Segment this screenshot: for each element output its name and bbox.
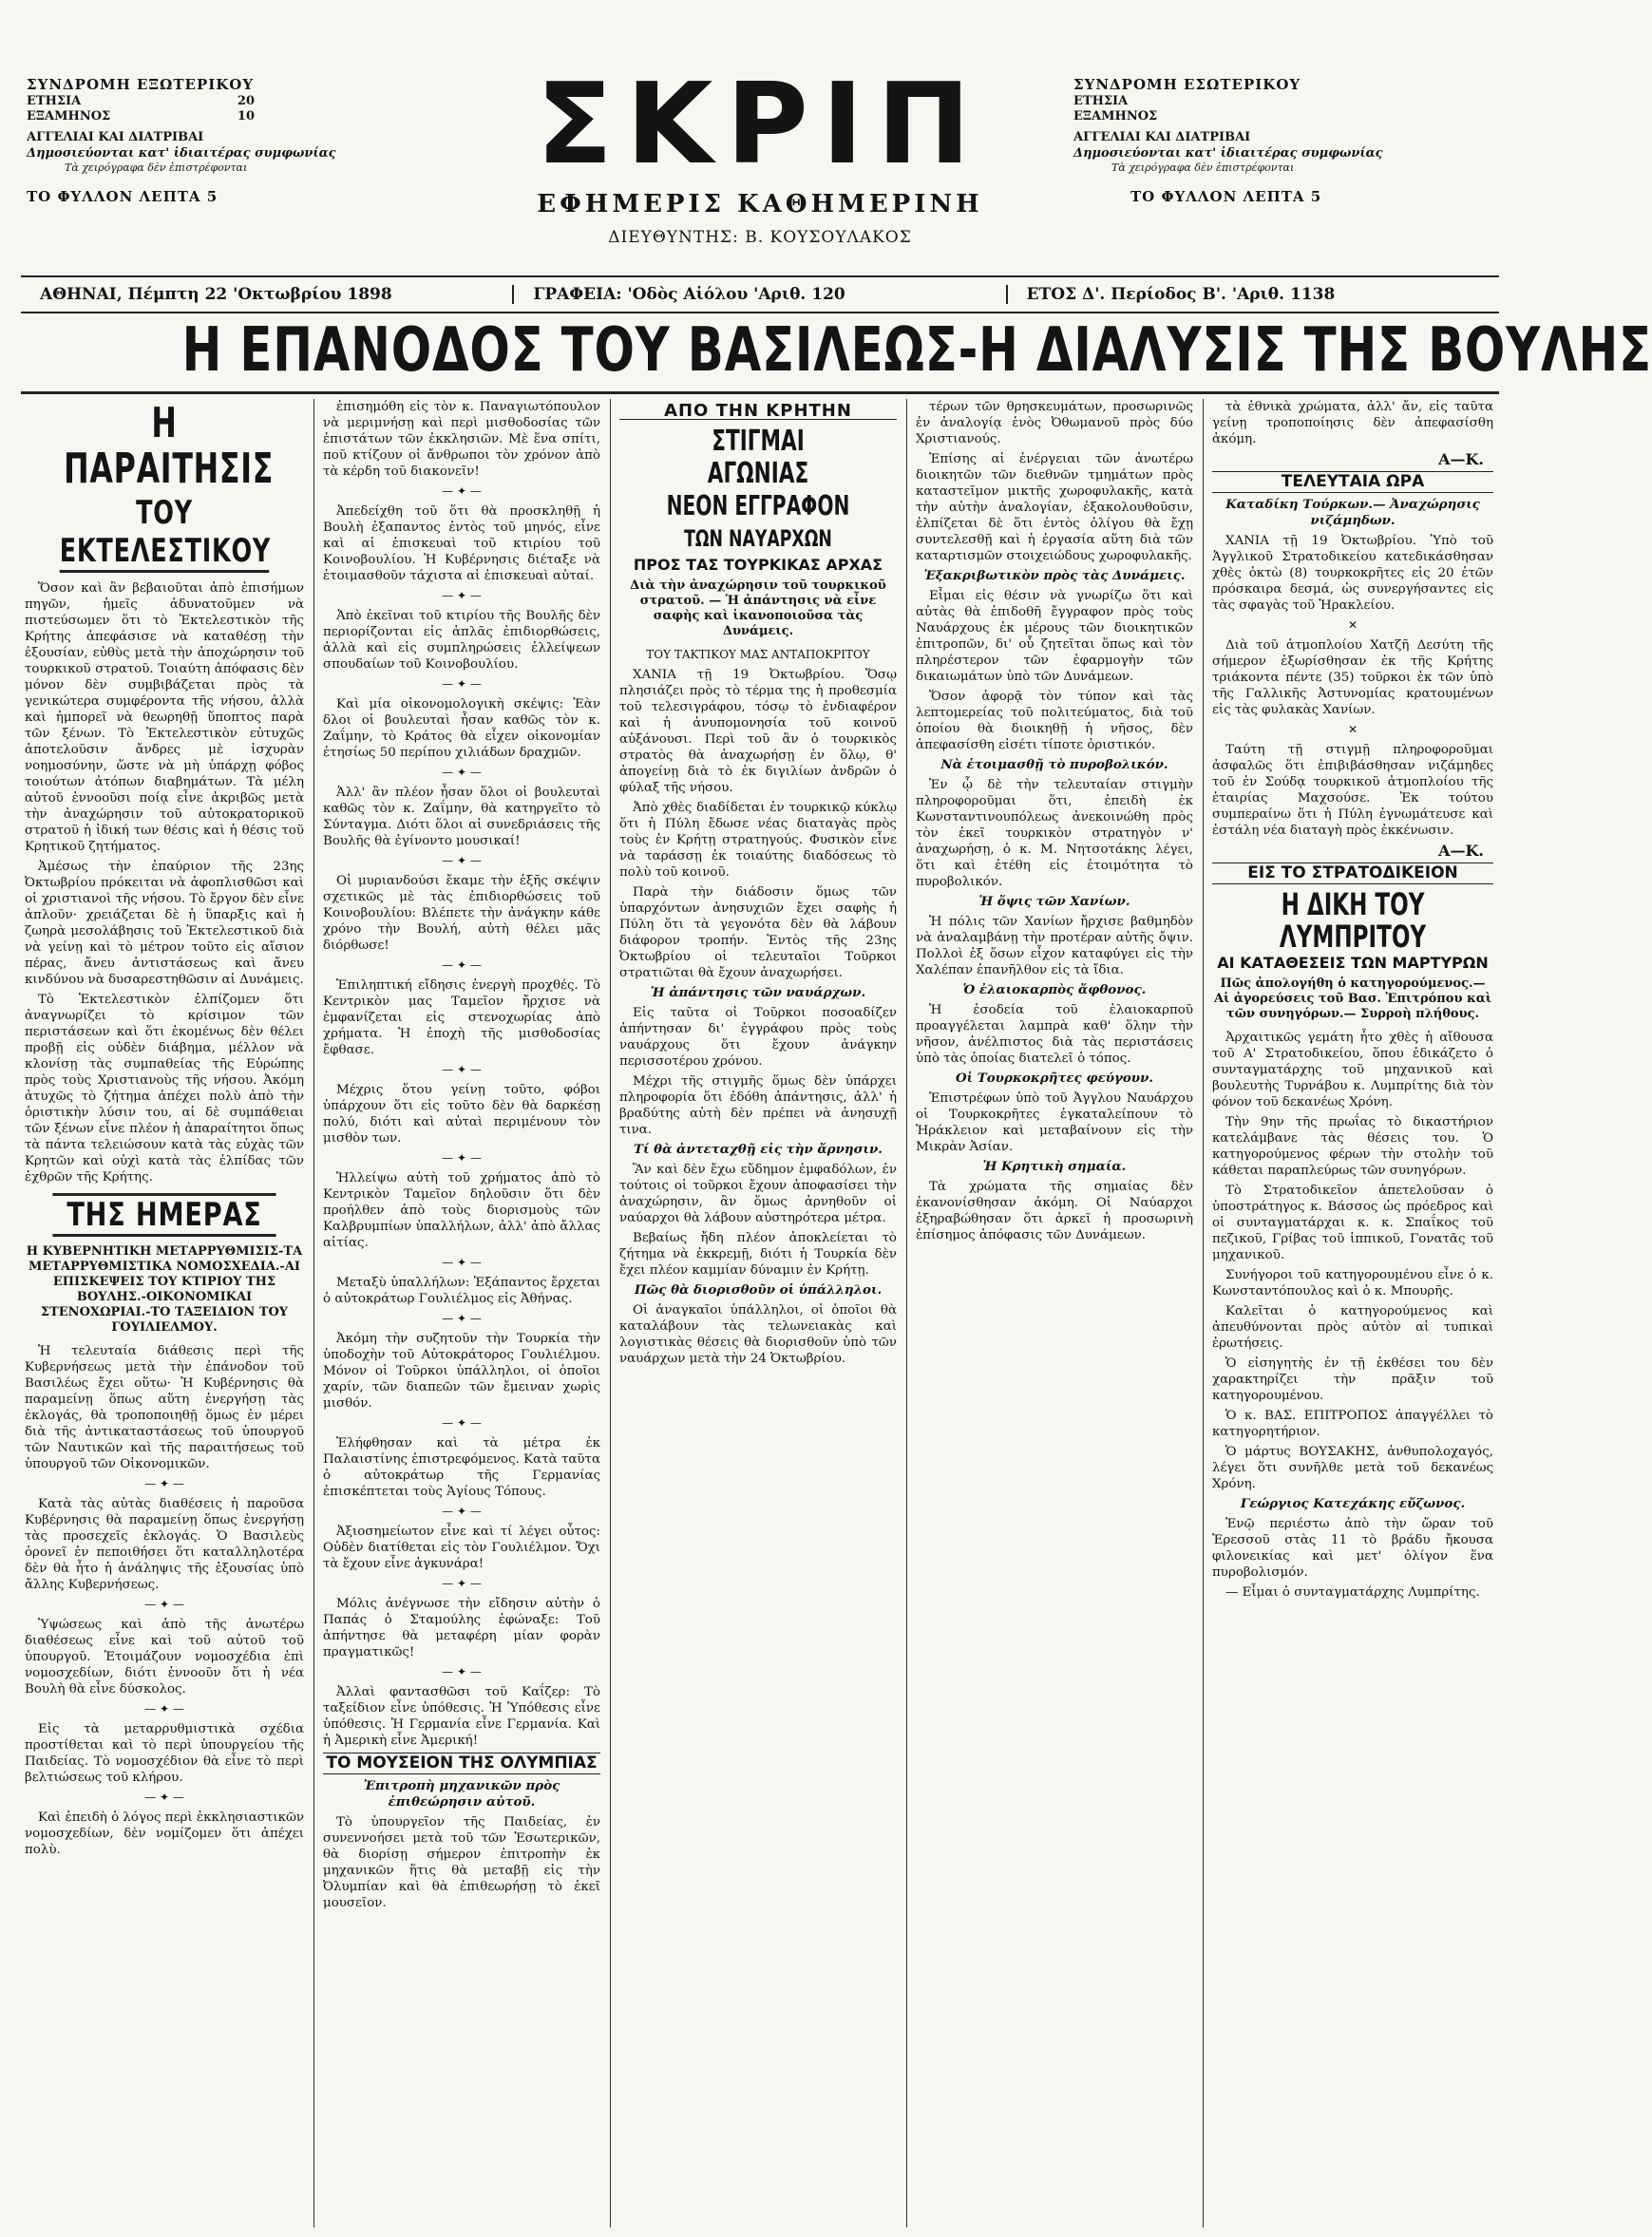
article-paragraph: Οἱ ἀναγκαῖοι ὑπάλληλοι, οἱ ὁποῖοι θὰ καταλάβουν τὰς τελωνειακὰς καὶ λογιστικὰς θέσεις θὰ διορισθοῦν ὑπὸ τῶν ναυάρχων μετὰ τὴν 24 Ὀκτωβρίου. bbox=[619, 1303, 897, 1366]
issue-price: ΤΟ ΦΥΛΛΟΝ ΛΕΠΤΑ 5 bbox=[1130, 187, 1322, 205]
subheading: Ὁ ἐλαιοκαρπὸς ἄφθονος. bbox=[962, 982, 1147, 997]
separator: — ✦ — bbox=[442, 589, 482, 602]
article-paragraph: — Εἶμαι ὁ συνταγματάρχης Λυμπρίτης. bbox=[1225, 1585, 1480, 1600]
article-paragraph: Ταύτη τῇ στιγμῇ πληροφοροῦμαι ἀσφαλῶς ὅτι ἐπιβιβάσθησαν νιζάμηδες τοῦ ἐν Σούδᾳ τουρκικοῦ ἀτμοπλοίου τῆς ἑταιρίας Μαχσούσε. Ἐκ τούτου συμπεραίνω ὅτι ἡ Πύλη ἐγνωμάτευσε καὶ ἐστάλη νέα διαταγὴ πρὸς ἐκκένωσιν. bbox=[1212, 743, 1493, 838]
subscription-foreign-title: ΣΥΝΔΡΟΜΗ ΕΞΩΤΕΡΙΚΟΥ bbox=[27, 76, 255, 93]
author-signature: Α—Κ. bbox=[1438, 842, 1484, 860]
article-title-line4: ΠΡΟΣ ΤΑΣ ΤΟΥΡΚΙΚΑΣ ΑΡΧΑΣ bbox=[633, 556, 883, 574]
article-paragraph: Οἱ μυριανδούσι ἔκαμε τὴν ἐξῆς σκέψιν σχετικῶς μὲ τὰς ἐπιδιορθώσεις τοῦ Κοινοβουλίου: Βλέπετε τὴν ἀνάγκην κάθε χρόνο τὴν Βουλή, αὐτὴ θέλει μᾶς διόρθωσε! bbox=[323, 874, 600, 953]
article-title: Η ΔΙΚΗ ΤΟΥ ΛΥΜΠΡΙΤΟΥ bbox=[1279, 886, 1427, 955]
separator: — ✦ — bbox=[442, 1312, 482, 1325]
column-1 bbox=[25, 399, 304, 2228]
article-paragraph: Ἐνῷ περιέστω ἀπὸ τὴν ὥραν τοῦ Ἐρεσσοῦ στὰς 11 τὸ βράδυ ἤκουσα φιλονεικίας καὶ μετ' ὀλίγον ἕνα πυροβολισμόν. bbox=[1212, 1517, 1493, 1580]
article-paragraph: Ἀμέσως τὴν ἐπαύριον τῆς 23ης Ὀκτωβρίου πρόκειται νὰ ἀφοπλισθῶσι καὶ οἱ χριστιανοὶ τῆς νήσου. Τὸ ἔργον δὲν εἶνε ἁπλοῦν· χρειάζεται δὲ ἡ ὕπαρξις καὶ ἡ ζωηρὰ μεσολάβησις τοῦ Ἐκτελεστικοῦ διὰ νὰ γείνῃ καὶ τὸ μέτρον τοῦτο εἰς αἴσιον πέρας, ἄνευ ἀντιστάσεως καὶ ἄνευ κινδύνου νὰ δυσαρεστηθῶσιν αἱ Δυνάμεις. bbox=[25, 860, 304, 987]
subheading: Ἐξακριβωτικὸν πρὸς τὰς Δυνάμεις. bbox=[923, 568, 1186, 583]
column-3 bbox=[619, 399, 897, 2228]
separator: ✕ bbox=[1347, 618, 1358, 632]
article-paragraph: Καλεῖται ὁ κατηγορούμενος καὶ ἀπευθύνονται πρὸς αὐτὸν αἱ τυπικαὶ ἐρωτήσεις. bbox=[1212, 1304, 1493, 1351]
section-title: ΤΕΛΕΥΤΑΙΑ ΩΡΑ bbox=[1212, 471, 1493, 493]
headline-rule bbox=[21, 391, 1499, 394]
section-lead: Η ΚΥΒΕΡΝΗΤΙΚΗ ΜΕΤΑΡΡΥΘΜΙΣΙΣ-ΤΑ ΜΕΤΑΡΡΥΘΜΙΣΤΙΚΑ ΝΟΜΟΣΧΕΔΙΑ.-ΑΙ ΕΠΙΣΚΕΨΕΙΣ ΤΟΥ ΚΤΙΡΙΟΥ ΤΗΣ ΒΟΥΛΗΣ.-ΟΙΚΟΝΟΜΙΚΑΙ ΣΤΕΝΟΧΩΡΙΑΙ.-ΤΟ ΤΑΞΕΙΔΙΟΝ ΤΟΥ ΓΟΥΙΛΙΕΛΜΟΥ. bbox=[26, 1244, 303, 1335]
column-5 bbox=[1212, 399, 1493, 2228]
article-paragraph: Ὁ εἰσηγητὴς ἐν τῇ ἐκθέσει του δὲν χαρακτηρίζει τὴν πρᾶξιν τοῦ κατηγορουμένου. bbox=[1212, 1356, 1493, 1403]
section-subtitle: Ἐπιτροπὴ μηχανικῶν πρὸς ἐπιθεώρησιν αὐτοῦ. bbox=[363, 1778, 560, 1810]
article-paragraph: Συνήγοροι τοῦ κατηγορουμένου εἶνε ὁ κ. Κωνσταντόπουλος καὶ ὁ κ. Μπουρῆς. bbox=[1212, 1268, 1493, 1299]
article-paragraph: Ἀπὸ ἐκεῖναι τοῦ κτιρίου τῆς Βουλῆς δὲν περιορίζονται εἰς ἁπλᾶς ἐπιδιορθώσεις, ἀλλὰ καὶ εἰς συμπληρώσεις ἐλλείψεων σπουδαίων τοῦ Κοινοβουλίου. bbox=[323, 609, 600, 672]
subscription-domestic-title: ΣΥΝΔΡΟΜΗ ΕΣΩΤΕΡΙΚΟΥ bbox=[1073, 76, 1301, 93]
subheading: Τί θὰ ἀντεταχθῇ εἰς τὴν ἄρνησιν. bbox=[634, 1142, 883, 1157]
subheading: Οἱ Τουρκοκρῆτες φεύγουν. bbox=[955, 1071, 1154, 1086]
subheading: Ἡ ὄψις τῶν Χανίων. bbox=[978, 894, 1130, 909]
office-address: ΓΡΑΦΕΙΑ: 'Οδὸς Αἰόλου 'Αριθ. 120 bbox=[512, 285, 1005, 304]
column-divider bbox=[313, 399, 314, 2228]
article-paragraph: Ἂν καὶ δὲν ἔχω εὔδημον ἐμφαδόλων, ἐν τούτοις οἱ τοῦρκοι ἔχουν ἀποφασίσει τὴν ἀναχώρησιν, ἂν ὅμως ἀρνηθοῦν οἱ ναύαρχοι θὰ λάβουν αὐστηρότερα μέτρα. bbox=[619, 1163, 897, 1225]
column-2 bbox=[323, 399, 600, 2228]
article-paragraph: Τὴν 9ην τῆς πρωΐας τὸ δικαστήριον κατελάμβανε τὰς θέσεις του. Ὁ κατηγορούμενος φέρων τὴν στολὴν τοῦ κάθεται παραπλεύρως τῶν συνηγόρων. bbox=[1212, 1115, 1493, 1178]
article-paragraph: Κατὰ τὰς αὐτὰς διαθέσεις ἡ παροῦσα Κυβέρνησις θὰ παραμείνῃ ὅπως ἐνεργήσῃ τὰς προσεχεῖς ἐκλογάς. Ὁ Βασιλεὺς ὁρονεῖ ἐν πεποιθήσει ὅτι καταλληλοτέρα δὲν θὰ ἦτο ἡ ἀνάληψις τῆς ἐξουσίας ὑπὸ ἄλλης Κυβερνήσεως. bbox=[25, 1497, 304, 1592]
separator: — ✦ — bbox=[442, 1416, 482, 1430]
article-paragraph: Μεταξὺ ὑπαλλήλων: Ἐξάπαντος ἔρχεται ὁ αὐτοκράτωρ Γουλιέλμος εἰς Ἀθήνας. bbox=[323, 1276, 600, 1306]
director-line: ΔΙΕΥΘΥΝΤΗΣ: Β. ΚΟΥΣΟΥΛΑΚΟΣ bbox=[608, 228, 912, 247]
article-paragraph: ἐπισημόθη εἰς τὸν κ. Παναγιωτόπουλον νὰ μεριμνήσῃ καὶ περὶ μισθοδοσίας τῶν ἐπιστάτων τῶν ἐκκλησιῶν. Μὲ ἕνα σπίτι, ποῦ κτίζουν οἱ ἄνθρωποι τὸν χρόνον ἀπὸ τὰ κέρδη τοῦ διακονεῖν! bbox=[323, 400, 600, 479]
article-paragraph: Καὶ ἐπειδὴ ὁ λόγος περὶ ἐκκλησιαστικῶν νομοσχεδίων, δὲν νομίζομεν ὅτι ἀπέχει πολὺ. bbox=[25, 1810, 304, 1857]
article-paragraph: Εἶμαι εἰς θέσιν νὰ γνωρίζω ὅτι καὶ αὐτὰς θὰ ἐπιδοθῆ ἔγγραφον πρὸς τοὺς Ναυάρχους ἐκ μέρους τῶν διοικητικῶν ἐπιτροπῶν, δι' οὗ ζητεῖται ὅπως καὶ τὸν πληρέστερον τῶν ἐφαρμογὴν τῶν δικαιωμάτων ὑπὸ τῶν Δυνάμεων. bbox=[916, 589, 1193, 684]
section-label: ΑΠΟ ΤΗΝ ΚΡΗΤΗΝ bbox=[619, 403, 897, 420]
separator: — ✦ — bbox=[442, 854, 482, 867]
subheading: Ἡ ἀπάντησις τῶν ναυάρχων. bbox=[650, 985, 866, 1000]
article-paragraph: Ἡ πόλις τῶν Χανίων ἤρχισε βαθμηδὸν νὰ ἀναλαμβάνῃ τὴν προτέραν αὐτῆς ὄψιν. Πολλοὶ ἐξ ὅσων εἶχον καταφύγει εἰς τὴν Χαλέπαν ἐπανῆλθον εἰς τὰ ἴδια. bbox=[916, 915, 1193, 977]
separator: — ✦ — bbox=[442, 766, 482, 779]
separator: — ✦ — bbox=[442, 958, 482, 972]
article-paragraph: Διὰ τοῦ ἀτμοπλοίου Χατζῆ Δεσύτη τῆς σήμερον ἐξωρίσθησαν ἐκ τῆς Κρήτης τριάκοντα πέντε (35) τοῦρκοι ἐκ τῶν ὑπὸ τῆς Γαλλικῆς Ἀστυνομίας κρατουμένων εἰς τὰς φυλακὰς Χανίων. bbox=[1212, 638, 1493, 717]
article-paragraph: Ἀρχαιτικῶς γεμάτη ἦτο χθὲς ἡ αἴθουσα τοῦ Α' Στρατοδικείου, ὅπου ἐδικάζετο ὁ συνταγματάρχης τοῦ μηχανικοῦ καὶ βουλευτὴς Τυρνάβου κ. Λυμπρίτης διὰ τὸν φόνον τοῦ δεκανέως Χρόνη. bbox=[1212, 1031, 1493, 1109]
ads-note: ΑΓΓΕΛΙΑΙ ΚΑΙ ΔΙΑΤΡΙΒΑΙ bbox=[27, 130, 204, 145]
article-paragraph: Ἀλλ' ἂν πλέον ἦσαν ὅλοι οἱ βουλευταὶ καθῶς τὸν κ. Ζαΐμην, θὰ κατηργεῖτο τὸ Σύνταγμα. Διότι ὅλοι αἱ συνεδριάσεις τῆς Βουλῆς θὰ ἐγίνοντο μουσικαί! bbox=[323, 786, 600, 848]
article-paragraph: Εἰς ταῦτα οἱ Τοῦρκοι ποσοαδίζεν ἀπήντησαν δι' ἐγγράφου πρὸς τοὺς ναυάρχους ὅτι ἔχουν ἀνάγκην περισσοτέρου χρόνου. bbox=[619, 1006, 897, 1069]
article-paragraph: Ἀπὸ χθὲς διαδίδεται ἐν τουρκικῷ κύκλῳ ὅτι ἡ Πύλη ἔδωσε νέας διαταγὰς πρὸς τοὺς ἐν Κρήτῃ στρατηγούς. Φυσικὸν εἶνε νὰ ταράσσῃ ἐκ τοιαύτης διαδόσεως τὸ πολὺ τοῦ κοινοῦ. bbox=[619, 801, 897, 880]
separator: ✕ bbox=[1347, 723, 1358, 736]
section-subtitle: Καταδίκη Τούρκων.— Ἀναχώρησις νιζάμηδων. bbox=[1225, 497, 1480, 528]
article-paragraph: Ἐν ᾧ δὲ τὴν τελευταίαν στιγμὴν πληροφοροῦμαι ὅτι, ἐπειδὴ ἐκ Κωνσταντινουπόλεως ἀνεκοινώθη πρὸς τὸν ἐκεῖ τουρκικὸν στρατηγὸν ν' ἀναχωρήσῃ, ὁ κ. Μ. Νητσοτάκης λέγει, ὅτι καὶ ἐτέθη εἰς ἑτοιμότητα τὸ πυροβολικόν. bbox=[916, 778, 1193, 889]
column-divider bbox=[906, 399, 907, 2228]
separator: — ✦ — bbox=[442, 1063, 482, 1076]
author-signature: Α—Κ. bbox=[1438, 450, 1484, 468]
separator: — ✦ — bbox=[442, 1256, 482, 1269]
separator: — ✦ — bbox=[442, 1665, 482, 1678]
article-lead: Πῶς ἀπολογήθη ὁ κατηγορούμενος.— Αἱ ἀγορεύσεις τοῦ Βασ. Ἐπιτρόπου καὶ τῶν συνηγόρων.— Συρροὴ πλήθους. bbox=[1213, 976, 1492, 1021]
main-headline: Η ΕΠΑΝΟΔΟΣ ΤΟΥ ΒΑΣΙΛΕΩΣ-Η ΔΙΑΛΥΣΙΣ ΤΗΣ ΒΟΥΛΗΣ bbox=[181, 315, 1652, 386]
article-title-line2: ΤΟΥ ΕΚΤΕΛΕΣΤΙΚΟΥ bbox=[60, 494, 270, 573]
article-paragraph: Τὸ Στρατοδικεῖον ἀπετελοῦσαν ὁ ὑποστράτηγος κ. Βάσσος ὡς πρόεδρος καὶ οἱ συνταγματάρχαι κ. κ. Σπαΐκος τοῦ πεζικοῦ, Γρίβας τοῦ ἱππικοῦ, Γονατᾶς τοῦ μηχανικοῦ. bbox=[1212, 1184, 1493, 1262]
separator: — ✦ — bbox=[442, 484, 482, 498]
subscription-row: ΕΞΑΜΗΝΟΣ 10 bbox=[27, 109, 255, 123]
manuscripts-note: Τὰ χειρόγραφα δὲν ἐπιστρέφονται bbox=[65, 161, 248, 174]
article-paragraph: Ἠ τελευταία διάθεσις περὶ τῆς Κυβερνήσεως μετὰ τὴν ἐπάνοδον τοῦ Βασιλέως ἔχει οὕτω· Ἡ Κυβέρνησις θὰ παραμείνῃ ὅπως αὕτη ἐνεργήσῃ τὰς ἐκλογάς, θὰ τροποποιηθῇ ὅμως ἐν μέρει διὰ τῆς ἀντικαταστάσεως τοῦ ὑπουργοῦ τῶν Ναυτικῶν καὶ τῆς παραιτήσεως τοῦ ὑπουργοῦ τῶν Οἰκονομικῶν. bbox=[25, 1344, 304, 1471]
article-paragraph: Εἰς τὰ μεταρρυθμιστικὰ σχέδια προστίθεται καὶ τὸ περὶ ὑπουργείου τῆς Παιδείας. Τὸ νομοσχέδιον θὰ εἶνε τὸ περὶ βελτιώσεως τοῦ κλήρου. bbox=[25, 1722, 304, 1785]
separator: — ✦ — bbox=[144, 1791, 184, 1804]
subheading: Πῶς θὰ διορισθοῦν οἱ ὑπάλληλοι. bbox=[634, 1282, 883, 1298]
article-paragraph: τέρων τῶν θρησκευμάτων, προσωρινῶς ἐν ἀναλογίᾳ ἑνὸς Ὀθωμανοῦ πρὸς δύο Χριστιανούς. bbox=[916, 400, 1193, 446]
subscription-row: ΕΤΗΣΙΑ 20 bbox=[27, 93, 255, 108]
newspaper-logo: ΣΚΡΙΠ bbox=[536, 58, 984, 189]
article-paragraph: Καὶ μία οἰκονομολογικὴ σκέψις: Ἐὰν δλοι οἱ βουλευταὶ ἦσαν καθῶς τὸν κ. Ζαΐμην, τὸ Κράτος θὰ εἶχεν οἰκονομίαν ἐτησίως 50 περίπου χιλιάδων δραχμῶν. bbox=[323, 697, 600, 760]
article-paragraph: Παρὰ τὴν διάδοσιν ὅμως τῶν ὑπαρχόντων ἀνησυχιῶν ἔχει σαφὴς ἡ Πύλη ὅτι τὰ γεγονότα δὲν θὰ λάβουν διάφορον τροπήν. Ἐντὸς τῆς 23ης Ὀκτωβρίου οἱ τελευταῖοι Τοῦρκοι στρατιῶται θὰ ἔχουν ἀναχωρήσει. bbox=[619, 885, 897, 980]
separator: — ✦ — bbox=[442, 1505, 482, 1518]
column-divider bbox=[1203, 399, 1204, 2228]
article-paragraph: Ἀξιοσημείωτον εἶνε καὶ τί λέγει οὗτος: Οὐδὲν διατίθεται εἰς τὸν Γουλιέλμον. Ὄχι τὰ ἔχουν εἶνε ἀγκυνάρα! bbox=[323, 1525, 600, 1571]
ads-terms: Δημοσιεύονται κατ' ἰδιαιτέρας συμφωνίας bbox=[1073, 145, 1383, 161]
article-paragraph: Τὰ χρώματα τῆς σημαίας δὲν ἐκανονίσθησαν ἀκόμη. Οἱ Ναύαρχοι ἐξηραβώθησαν ὅτι ἀρκεῖ ἡ προσωρινὴ ἐπίσημος ἀπόφασις τῶν Δυνάμεων. bbox=[916, 1180, 1193, 1242]
issue-date: ΑΘΗΝΑΙ, Πέμπτη 22 'Οκτωβρίου 1898 bbox=[40, 285, 392, 304]
article-paragraph: Ὁ κ. ΒΑΣ. ΕΠΙΤΡΟΠΟΣ ἀπαγγέλλει τὸ κατηγορητήριον. bbox=[1212, 1409, 1493, 1439]
article-paragraph: Ἐλήφθησαν καὶ τὰ μέτρα ἐκ Παλαιστίνης ἐπιστρεφόμενος. Κατὰ ταῦτα ὁ αὐτοκράτωρ τῆς Γερμανίας ἐπισκέπτεται τοὺς Ἁγίους Τόπους. bbox=[323, 1436, 600, 1499]
article-paragraph: Ὑψώσεως καὶ ἀπὸ τῆς ἀνωτέρω διαθέσεως εἶνε καὶ τοῦ αὐτοῦ τοῦ ὑπουργοῦ. Ἐτοιμάζουν νομοσχέδια ἐπὶ νομοσχεδίων, διότι ἐννοοῦν ὅτι ἡ νέα Βουλὴ θὰ εἶνε δύσκολος. bbox=[25, 1618, 304, 1697]
article-paragraph: Ἡ ἐσοδεία τοῦ ἐλαιοκαρποῦ προαγγέλεται λαμπρὰ καθ' ὅλην τὴν νῆσον, ἀνέλπιστος διὰ τὰς περιστάσεις ὑπὸ τὰς ὁποίας διατελεῖ ὁ τόπος. bbox=[916, 1003, 1193, 1066]
column-4 bbox=[916, 399, 1193, 2228]
newspaper-subtitle: ΕΦΗΜΕΡΙΣ ΚΑΘΗΜΕΡΙΝΗ bbox=[537, 190, 983, 218]
ads-note: ΑΓΓΕΛΙΑΙ ΚΑΙ ΔΙΑΤΡΙΒΑΙ bbox=[1073, 130, 1251, 145]
article-paragraph: Ἀκόμη τὴν συζητοῦν τὴν Τουρκία τὴν ὑποδοχὴν τοῦ Αὐτοκράτορος Γουλιέλμου. Μόνον οἱ Τοῦρκοι ὑπάλληλοι, οἱ ὁποῖοι χαρίν, τῶν διαπεῶν τῶν ἔμειναν χωρὶς μισθόν. bbox=[323, 1332, 600, 1411]
ads-terms: Δημοσιεύονται κατ' ἰδιαιτέρας συμφωνίας bbox=[27, 145, 336, 161]
article-paragraph: ΧΑΝΙΑ τῇ 19 Ὀκτωβρίου. Ὑπὸ τοῦ Ἀγγλικοῦ Στρατοδικείου κατεδικάσθησαν χθὲς ὀκτὼ (8) τουρκοκρῆτες εἰς 20 ἐτῶν πρόσκαιρα δεσμά, ὡς συνεργήσαντες εἰς τὰς σφαγὰς τοῦ Ἡρακλείου. bbox=[1212, 534, 1493, 613]
section-label: ΕΙΣ ΤΟ ΣΤΡΑΤΟΔΙΚΕΙΟΝ bbox=[1212, 863, 1493, 884]
article-title-line3: ΤΩΝ ΝΑΥΑΡΧΩΝ bbox=[684, 525, 832, 552]
article-paragraph: Τὸ Ἐκτελεστικὸν ἐλπίζομεν ὅτι ἀναγνωρίζει τὸ κρίσιμον τῶν περιστάσεων καὶ ὅτι ἐκομένως δὲν θέλει προβῇ εἰς οὐδὲν διάβημα, μέλλον νὰ κλονίσῃ τὰς συμπαθείας τῆς Εὐρώπης πρὸς τοὺς Χριστιανοὺς τῆς νήσου. Ἀκόμη ἀτυχῶς τὸ ζήτημα ἀπέχει πολὺ ἀπὸ τὴν ὁριστικὴν λύσιν του, αἱ δὲ συμπάθειαι τῶν ξένων εἶνε πλέον ἡ ἀπαραίτητοι ὅπως τὰ πάντα τελειώσουν κατὰ τὰς εὐχὰς τῶν Κρητῶν καὶ οὐχὶ κατὰ τὰς ἐλπίδας τῶν ἐχθρῶν τῆς Κρήτης. bbox=[25, 993, 304, 1185]
separator: — ✦ — bbox=[442, 1151, 482, 1165]
article-paragraph: Ἀπεδείχθη τοῦ ὅτι θὰ προσκληθῇ ἡ Βουλὴ ἐξαπαντος ἐντὸς τοῦ μηνός, εἶνε καὶ αἱ ἐπισκευαὶ τοῦ κτιρίου τοῦ Κοινοβουλίου. Ἡ Κυβέρνησις διέταξε νὰ ἑτοιμασθοῦν τάχιστα αἱ ἐπισκευαὶ αὐταί. bbox=[323, 504, 600, 583]
separator: — ✦ — bbox=[144, 1702, 184, 1716]
article-paragraph: Μέχρι τῆς στιγμῆς ὅμως δὲν ὑπάρχει πληροφορία ὅτι ἐδόθη ἀπάντησις, ἀλλ' ἡ βραδύτης αὐτὴ δὲν πρέπει νὰ ἀνησυχῇ τινα. bbox=[619, 1074, 897, 1137]
correspondent-line: ΤΟΥ ΤΑΚΤΙΚΟΥ ΜΑΣ ΑΝΤΑΠΟΚΡΙΤΟΥ bbox=[646, 648, 870, 661]
article-title: ΣΤΙΓΜΑΙ ΑΓΩΝΙΑΣ bbox=[707, 425, 809, 490]
subheading: Ἡ Κρητικὴ σημαία. bbox=[982, 1159, 1127, 1174]
article-paragraph: ΧΑΝΙΑ τῇ 19 Ὀκτωβρίου. Ὅσῳ πλησιάζει πρὸς τὸ τέρμα της ἡ προθεσμία τοῦ τελεσιγράφου, τόσῳ τὸ ἐνδιαφέρον καὶ ἡ ἀνυπομονησία τοῦ κοινοῦ αὐξάνουσι. Περὶ τοῦ ἂν ὁ τουρκικὸς στρατὸς θὰ ἀναχωρήσῃ ἐν ὅλῳ, θ' ἀπογείνῃ διὰ τὸ ἐκ διγιλίων ἀνδρῶν ὁ φύλαξ τῆς νήσου. bbox=[619, 668, 897, 795]
article-paragraph: Ἀλλαὶ φαντασθῶσι τοῦ Καΐζερ: Τὸ ταξείδιον εἶνε ὑπόθεσις. Ἡ Ὑπόθεσις εἶνε ὑπόθεσις. Ἡ Γερμανία εἶνε Γερμανία. Καὶ ἡ Ἀμερικὴ εἶνε Ἀμερική! bbox=[323, 1685, 600, 1748]
article-paragraph: τὰ ἐθνικὰ χρώματα, ἀλλ' ἄν, εἰς ταῦτα γείνῃ τροποποίησις δὲν ἀπεφασίσθη ἀκόμη. bbox=[1212, 400, 1493, 446]
article-title-line2: ΝΕΟΝ ΕΓΓΡΑΦΟΝ bbox=[666, 490, 850, 521]
section-title: ΤΗΣ ΗΜΕΡΑΣ bbox=[52, 1193, 275, 1237]
article-paragraph: Ὅσον καὶ ἂν βεβαιοῦται ἀπὸ ἐπισήμων πηγῶν, ἡμεῖς ἀδυνατοῦμεν νὰ πιστεύσωμεν ὅτι τὸ Ἐκτελεστικὸν τῆς Κρήτης ἀπεφάσισε νὰ καταθέσῃ τὴν ἐξουσίαν, εὐθὺς μετὰ τὴν ἀποχώρησιν τοῦ τουρκικοῦ στρατοῦ. Τοιαύτη ἀπόφασις δὲν μόνον δὲν συμβιβάζεται πρὸς τὰ γενικώτερα συμφέροντα τῆς νήσου, ἀλλὰ καὶ ἠμπορεῖ νὰ θεωρηθῇ ὕποπτος παρὰ τῶν ξένων. Τὸ Ἐκτελεστικὸν εὐτυχῶς ἀποτελοῦσιν ἄνδρες μὲ ἰσχυρὰν νοημοσύνην, ὥστε νὰ μὴ ὑπάρχῃ φόβος τοιούτων ἀτόπων διαβημάτων. Τὰ μέλη αὐτοῦ ἐννοοῦσι ποίᾳ εἶνε ἀκριβῶς μετὰ τὴν ἀναχώρησιν τοῦ αὐτοκρατορικοῦ στρατοῦ ἡ ἰδική των θέσις καὶ ἡ θέσις τοῦ Κρητικοῦ ζητήματος. bbox=[25, 581, 304, 854]
article-paragraph: Ὅσον ἀφορᾷ τὸν τύπον καὶ τὰς λεπτομερείας τοῦ πολιτεύματος, διὰ τοῦ ὁποίου θὰ διοικηθῇ ἡ νῆσος, δὲν ἀπεφασίσθη εἰσέτι τίποτε ὁριστικόν. bbox=[916, 690, 1193, 752]
article-paragraph: Τὸ ὑπουργεῖον τῆς Παιδείας, ἐν συνεννοήσει μετὰ τοῦ τῶν Ἐσωτερικῶν, θὰ διορίσῃ σήμερον ἐπιτροπὴν ἐκ μηχανικῶν ἥτις θὰ μεταβῇ εἰς τὴν Ὀλυμπίαν καὶ θὰ ἐπιθεωρήσῃ τὸ ἐκεῖ μουσεῖον. bbox=[323, 1815, 600, 1910]
subscription-foreign-block bbox=[27, 76, 369, 205]
article-subtitle: ΑΙ ΚΑΤΑΘΕΣΕΙΣ ΤΩΝ ΜΑΡΤΥΡΩΝ bbox=[1217, 954, 1489, 972]
dateline-bar bbox=[21, 275, 1499, 313]
article-lead: Διὰ τὴν ἀναχώρησιν τοῦ τουρκικοῦ στρατοῦ. — Ἡ ἀπάντησις νὰ εἶνε σαφὴς καὶ ἱκανοποιοῦσα τὰς Δυνάμεις. bbox=[630, 578, 886, 638]
subscription-domestic-block bbox=[1073, 76, 1415, 205]
subscription-row: ΕΤΗΣΙΑ bbox=[1073, 93, 1129, 108]
issue-price: ΤΟ ΦΥΛΛΟΝ ΛΕΠΤΑ 5 bbox=[27, 187, 218, 205]
article-paragraph: Ἐπίσης αἱ ἐνέργειαι τῶν ἀνωτέρω διοικητῶν τῶν διεθνῶν τμημάτων πρὸς καταστεῖμον μικτῆς χωροφυλακῆς, κατὰ τὴν αὐτὴν ἀναλογίαν, ἐξακολουθοῦσιν, ἐλπίζεται δὲ ὅτι ἐντὸς ὀλίγου θὰ ἔχῃ συντελεσθῇ καὶ ἡ ἐργασία αὕτη διὰ τῶν καταρτισμῶν στοιχειώδους χωροφυλακῆς. bbox=[916, 452, 1193, 563]
article-title: Η ΠΑΡΑΙΤΗΣΙΣ bbox=[64, 399, 275, 493]
article-paragraph: Ἐπιστρέφων ὑπὸ τοῦ Ἀγγλου Ναυάρχου οἱ Τουρκοκρῆτες ἐγκαταλείπουν τὸ Ἡράκλειον καὶ μεταβαίνουν εἰς τὴν Μικρὰν Ἀσίαν. bbox=[916, 1091, 1193, 1154]
issue-number: ΕΤΟΣ Δ'. Περίοδος Β'. 'Αριθ. 1138 bbox=[1006, 285, 1499, 304]
separator: — ✦ — bbox=[144, 1477, 184, 1490]
separator: — ✦ — bbox=[144, 1598, 184, 1611]
article-paragraph: Μέχρις ὅτου γείνῃ τοῦτο, φόβοι ὑπάρχουν ὅτι εἰς τοῦτο δὲν θὰ δαρκέσῃ πολύ, διότι καὶ αὐταὶ περιμένουν τὸν μισθὸν των. bbox=[323, 1083, 600, 1146]
article-paragraph: Μόλις ἀνέγνωσε τὴν εἴδησιν αὐτὴν ὁ Παπάς ὁ Σταμούλης ἐφώναξε: Τοῦ ἀπήντησε θὰ μεταφέρη μίαν φορὰν πραγματικῶς! bbox=[323, 1597, 600, 1659]
manuscripts-note: Τὰ χειρόγραφα δὲν ἐπιστρέφονται bbox=[1111, 161, 1295, 174]
section-title: ΤΟ ΜΟΥΣΕΙΟΝ ΤΗΣ ΟΛΥΜΠΙΑΣ bbox=[323, 1753, 600, 1774]
subheading: Γεώργιος Κατεχάκης εὔζωνος. bbox=[1240, 1496, 1466, 1511]
article-paragraph: Ἐπιληπτική εἴδησις ἐνεργὴ προχθές. Τὸ Κεντρικὸν μας Ταμεῖον ἤρχισε νὰ ἐμφανίζεται εἰς στενοχωρίας ἀπὸ χρήματα. Ἡ ἐποχὴ τῆς μισθοδοσίας ἔφθασε. bbox=[323, 978, 600, 1057]
article-paragraph: Βεβαίως ἤδη πλέον ἀποκλείεται τὸ ζήτημα νὰ ἐκκρεμῇ, διότι ἡ Τουρκία δὲν ἔχει πλέον καμμίαν δύναμιν ἐν Κρήτῃ. bbox=[619, 1231, 897, 1278]
article-paragraph: Ὁ μάρτυς ΒΟΥΣΑΚΗΣ, ἀνθυπολοχαγός, λέγει ὅτι συνῆλθε μετὰ τοῦ δεκανέως Χρόνη. bbox=[1212, 1445, 1493, 1491]
separator: — ✦ — bbox=[442, 1577, 482, 1590]
article-paragraph: Ἠλλείψω αὐτὴ τοῦ χρήματος ἀπὸ τὸ Κεντρικὸν Ταμεῖον δηλοῦσιν ὅτι δὲν προήλθεν ἀπὸ τοὺς διορισμοὺς τῶν Καλβρυμπίων ὑπαλλήλων, ἀλλ' ἀπὸ ἄλλας αἰτίας. bbox=[323, 1171, 600, 1250]
separator: — ✦ — bbox=[442, 677, 482, 691]
subheading: Νὰ ἑτοιμασθῇ τὸ πυροβολικόν. bbox=[940, 757, 1168, 772]
column-divider bbox=[610, 399, 611, 2228]
subscription-row: ΕΞΑΜΗΝΟΣ bbox=[1073, 109, 1158, 123]
